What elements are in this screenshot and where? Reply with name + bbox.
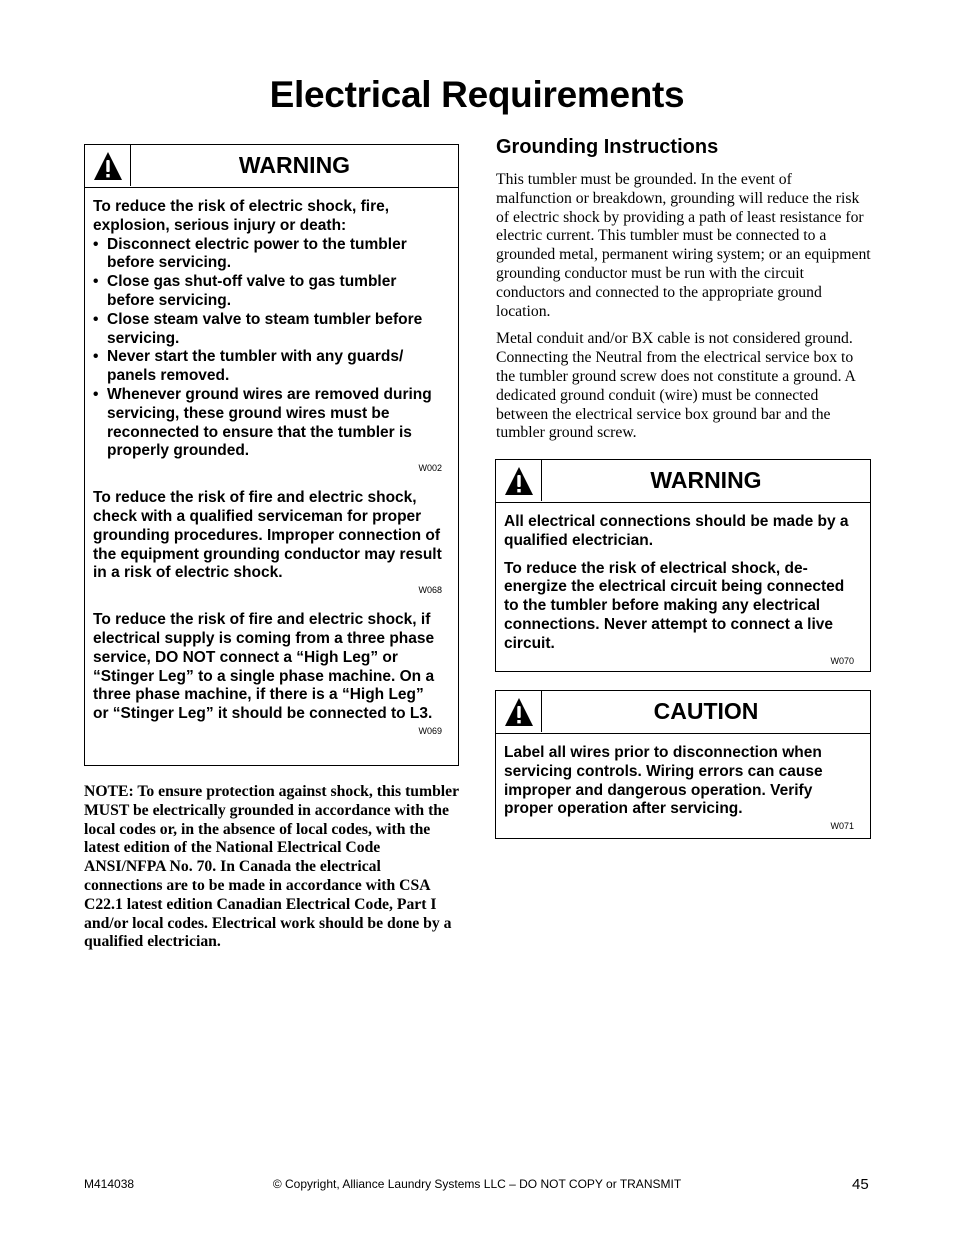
caution-box-header xyxy=(496,691,870,734)
warning-bullet: • Close gas shut-off valve to gas tumbler before servicing. xyxy=(93,273,442,311)
warning-body xyxy=(85,188,458,742)
warning-bullet: • Disconnect electric power to the tumbler before servicing. xyxy=(93,236,442,274)
caution-code: W071 xyxy=(830,821,854,832)
grounding-text xyxy=(496,171,871,452)
caution-body xyxy=(496,734,870,837)
footer-doc-number: M414038 xyxy=(84,1177,135,1191)
grounding-note: NOTE: To ensure protection against shock, this tumbler MUST be electrically grounded in accordance with the local codes or, in the absence of local codes, with the latest edition of the National Electrical Code ANSI/NFPA No. 70. In Canada the electrical connections are to be made in accordance with CSA C22.1 latest edition Canadian Electrical Code, Part I and/or local codes. Electrical work should be done by a qualified electrician. xyxy=(84,783,459,951)
warning-body xyxy=(496,503,870,672)
page-title: Electrical Requirements xyxy=(269,74,685,115)
caution-box xyxy=(495,690,871,839)
warning-code: W002 xyxy=(418,463,442,474)
warning-bullet: • Never start the tumbler with any guards/ panels removed. xyxy=(93,348,442,386)
warning-box-left xyxy=(84,144,459,766)
warning-triangle-icon xyxy=(496,460,542,501)
warning-triangle-icon xyxy=(496,691,542,732)
warning-label: WARNING xyxy=(650,467,762,493)
section-heading: Grounding Instructions xyxy=(496,136,719,158)
warning-intro: To reduce the risk of electric shock, fire, explosion, serious injury or death: xyxy=(93,198,390,234)
warning-paragraph: To reduce the risk of fire and electric shock, if electrical supply is coming from a three phase service, DO NOT connect a “High Leg” or “Stinger Leg” to a single phase machine. On a three phase machine, if there is a “High Leg” or “Stinger Leg” it should be connected to L3. xyxy=(93,611,435,723)
warning-box-header xyxy=(496,460,870,503)
footer-copyright: © Copyright, Alliance Laundry Systems LLC – DO NOT COPY or TRANSMIT xyxy=(272,1177,682,1191)
warning-bullet: • Whenever ground wires are removed during servicing, these ground wires must be reconnected to ensure that the tumbler is properly grounded. xyxy=(93,386,442,461)
warning-bullet: • Close steam valve to steam tumbler before servicing. xyxy=(93,311,442,349)
caution-paragraph: Label all wires prior to disconnection when servicing controls. Wiring errors can cause improper and dangerous operation. Verify proper operation after servicing. xyxy=(504,744,823,818)
warning-paragraph: To reduce the risk of fire and electric shock, check with a qualified serviceman for proper grounding procedures. Improper connection of the equipment grounding conductor may result in a risk of electric shock. xyxy=(93,489,442,582)
warning-triangle-icon xyxy=(85,145,131,186)
warning-box-right xyxy=(495,459,871,672)
warning-code: W069 xyxy=(418,725,442,736)
warning-label: WARNING xyxy=(238,152,351,178)
body-paragraph: Metal conduit and/or BX cable is not considered ground. Connecting the Neutral from the electrical service box to the tumbler ground screw does not constitute a ground. A dedicated ground conduit (wire) must be connected between the electrical service box ground bar and the tumbler ground screw. xyxy=(496,330,856,442)
page-number: 45 xyxy=(852,1176,869,1193)
warning-bullet-list xyxy=(93,236,442,462)
body-paragraph: This tumbler must be grounded. In the event of malfunction or breakdown, grounding will reduce the risk of electric shock by providing a path of least resistance for electric current. This tumbler must be connected to a grounded metal, permanent wiring system; or an equipment grounding conductor must be run with the circuit conductors and connected to the appropriate ground location. xyxy=(496,171,871,320)
caution-label: CAUTION xyxy=(653,698,759,724)
warning-box-header xyxy=(85,145,458,188)
warning-code: W068 xyxy=(418,585,442,596)
warning-paragraph: To reduce the risk of electrical shock, de-energize the electrical circuit being connected to the tumbler before making any electrical connections. Never attempt to connect a live circuit. xyxy=(504,559,845,652)
warning-code: W070 xyxy=(830,655,854,666)
warning-paragraph: All electrical connections should be made by a qualified electrician. xyxy=(504,513,849,549)
